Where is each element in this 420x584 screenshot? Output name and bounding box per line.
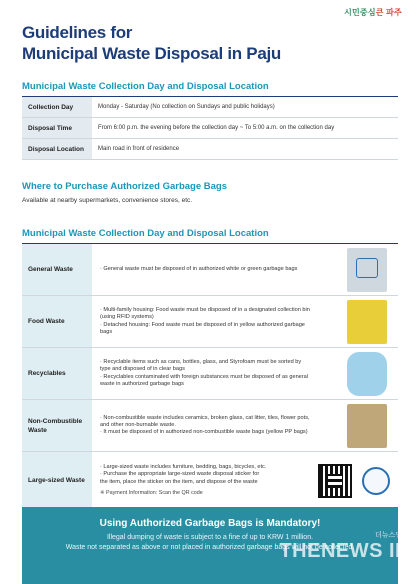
section-collection-title: Municipal Waste Collection Day and Disposal Location <box>22 81 269 92</box>
desc-line: · Multi-family housing: Food waste must be disposed of in a designated collection bin <box>100 307 310 314</box>
watermark-small-text: 더뉴스인 <box>374 532 402 539</box>
category-description <box>92 452 318 509</box>
desc-line: · Large-sized waste includes furniture, bedding, bags, bicycles, etc. <box>100 464 267 471</box>
row-label: Collection Day <box>22 97 92 118</box>
category-label: Large-sized Waste <box>22 452 92 509</box>
category-description <box>92 400 336 451</box>
banner-line-2: Waste not separated as above or not placed in authorized garbage bags will not be collected. <box>65 544 355 551</box>
title-line-2: Municipal Waste Disposal in Paju <box>22 44 281 63</box>
logo-left-text: 시민중심 <box>344 8 376 17</box>
desc-line: · Purchase the appropriate large-sized waste disposal sticker for <box>100 471 260 478</box>
table-row <box>22 139 398 160</box>
purchase-text: Available at nearby supermarkets, convenience stores, etc. <box>22 197 193 204</box>
pp-bag-image <box>336 400 398 451</box>
table-row <box>22 244 398 296</box>
category-description <box>92 348 336 399</box>
table-row <box>22 348 398 400</box>
category-label: Recyclables <box>22 348 92 399</box>
section-disposal-title: Municipal Waste Collection Day and Disposal Location <box>22 228 269 239</box>
category-label: Food Waste <box>22 296 92 347</box>
desc-line: · Recyclables contaminated with foreign substances must be disposed of as general <box>100 373 309 380</box>
desc-line: · General waste must be disposed of in authorized white or green garbage bags <box>100 265 298 272</box>
desc-line: · Detached housing: Food waste must be disposed of in yellow authorized garbage <box>100 321 305 328</box>
desc-line: bags <box>100 328 113 335</box>
category-description <box>92 296 336 347</box>
category-label: Non-Combustible Waste <box>22 400 92 451</box>
clear-bag-image <box>336 348 398 399</box>
desc-line: type and disposed of in clear bags <box>100 366 185 373</box>
title-line-1: Guidelines for <box>22 23 133 42</box>
table-row <box>22 452 398 510</box>
desc-line: waste in authorized garbage bags <box>100 380 184 387</box>
category-description <box>92 244 336 295</box>
table-row <box>22 118 398 139</box>
payment-note: ※ Payment Information: Scan the QR code <box>100 489 203 496</box>
table-row <box>22 296 398 348</box>
row-label: Disposal Time <box>22 118 92 139</box>
row-value: From 6:00 p.m. the evening before the collection day ~ To 5:00 a.m. on the collection day <box>92 118 398 139</box>
desc-line: the item, place the sticker on the item, and dispose of the waste <box>100 478 258 485</box>
logo-right-text: 큰 파주 <box>375 8 402 17</box>
section-purchase-title: Where to Purchase Authorized Garbage Bags <box>22 181 227 192</box>
watermark-text: THENEWS IN <box>279 540 410 562</box>
white-bag-image <box>336 244 398 295</box>
yellow-bag-image <box>336 296 398 347</box>
row-label: Disposal Location <box>22 139 92 160</box>
sticker-image <box>362 467 390 495</box>
category-label: General Waste <box>22 244 92 295</box>
qr-code-icon[interactable] <box>318 464 352 498</box>
desc-line: · It must be disposed of in authorized non-combustible waste bags (yellow PP bags) <box>100 429 308 436</box>
banner-title: Using Authorized Garbage Bags is Mandatory! <box>99 518 321 529</box>
collection-info-table <box>22 96 398 160</box>
desc-line: and other non-burnable waste. <box>100 421 176 428</box>
row-value: Monday - Saturday (No collection on Sundays and public holidays) <box>92 97 398 118</box>
desc-line: · Recyclable items such as cans, bottles, glass, and Styrofoam must be sorted by <box>100 359 302 366</box>
desc-line: (using RFID systems) <box>100 314 154 321</box>
desc-line: · Non-combustible waste includes ceramics, broken glass, cat litter, tiles, flower pots, <box>100 414 310 421</box>
table-row <box>22 400 398 452</box>
waste-type-table <box>22 243 398 510</box>
table-row <box>22 97 398 118</box>
city-logo <box>344 7 402 18</box>
banner-line-1: Illegal dumping of waste is subject to a fine of up to KRW 1 million. <box>106 534 314 541</box>
row-value: Main road in front of residence <box>92 139 398 160</box>
large-waste-images <box>318 452 398 509</box>
page-title <box>22 22 281 64</box>
